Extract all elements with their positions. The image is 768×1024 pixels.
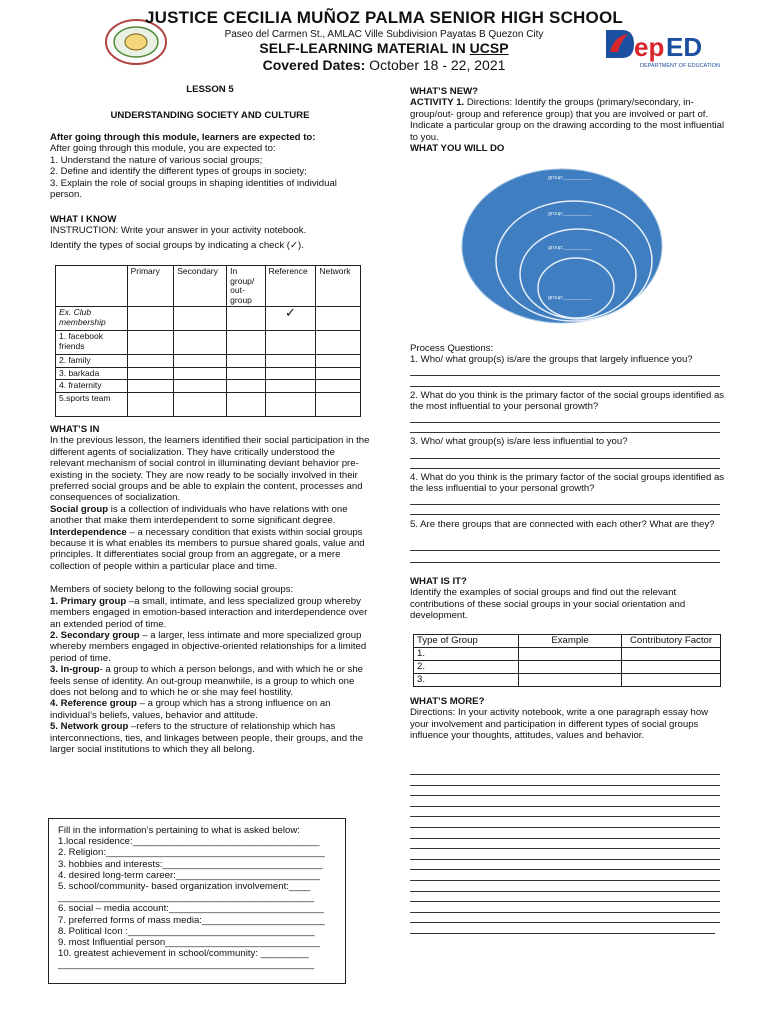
essay-line <box>410 933 715 934</box>
table-header <box>56 266 128 307</box>
fill-in-item: 6. social – media account:_____________________________ <box>58 903 324 915</box>
answer-line <box>410 562 720 563</box>
whats-in-heading: WHAT’S IN <box>50 424 100 435</box>
essay-line <box>410 848 720 849</box>
fill-in-item: 7. preferred forms of mass media:_______________________ <box>58 914 325 926</box>
fill-in-item: 2. Religion:_________________________________________ <box>58 847 325 859</box>
concentric-circles-diagram <box>460 167 664 325</box>
answer-line <box>410 432 720 433</box>
essay-line <box>410 880 720 881</box>
answer-line <box>410 375 720 376</box>
fill-in-item: 8. Political Icon :___________________________________ <box>58 925 315 937</box>
what-is-it-heading: WHAT IS IT? <box>410 576 467 587</box>
group-type-definition: 4. Reference group – a group which has a strong influence on an individual’s beliefs, values, behavior and attitude. <box>50 698 331 721</box>
circle-label: group:_________ <box>548 295 592 301</box>
circle-label: group:_________ <box>548 245 592 251</box>
covered-dates: Covered Dates: October 18 - 22, 2021 <box>262 57 506 73</box>
essay-line <box>410 922 720 923</box>
whats-more-section <box>410 696 725 742</box>
objectives-heading: After going through this module, learners are expected to: <box>50 132 316 143</box>
deped-logo <box>600 22 720 70</box>
what-i-know-section <box>50 214 370 251</box>
answer-line <box>410 386 720 387</box>
process-question: 4. What do you think is the primary factor of the social groups identified as the less influential to your personal growth? <box>410 472 725 495</box>
table-row: 1. <box>414 648 721 661</box>
essay-line <box>410 816 720 817</box>
essay-line <box>410 891 720 892</box>
social-group-definition: Social group is a collection of individuals who have relations with one another that make them interdependent to some significant degree. <box>50 503 348 527</box>
answer-line <box>410 468 720 469</box>
school-name: JUSTICE CECILIA MUÑOZ PALMA SENIOR HIGH SCHOOL <box>145 8 623 27</box>
fill-in-item: 5. school/community- based organization involvement:____ <box>58 881 311 893</box>
objective-item: 1. Understand the nature of various social groups; <box>50 154 263 166</box>
table-row: 3. <box>414 674 721 687</box>
process-question: 3. Who/ what group(s) is/are less influential to you? <box>410 436 628 447</box>
fill-in-box <box>48 818 346 984</box>
material-title: SELF-LEARNING MATERIAL IN UCSP <box>259 40 509 56</box>
interdependence-definition: Interdependence – a necessary condition that exists within social groups because it is what enables its members to pursue shared goals, value and principles. It differentiates social group from an aggregate, or a mere collection of people within a particular place and time. <box>50 526 365 572</box>
svg-text:ep: ep <box>634 32 665 62</box>
essay-line <box>410 838 720 839</box>
process-question: 5. Are there groups that are connected with each other? What are they? <box>410 519 715 530</box>
whats-in-section <box>50 424 370 755</box>
social-groups-table <box>55 265 361 417</box>
table-row: Ex. Club membership ✓ <box>56 307 361 331</box>
svg-text:ED: ED <box>666 32 703 62</box>
table-header: Secondary <box>174 266 227 307</box>
fill-in-item: 9. most Influential person_____________________________ <box>58 937 320 949</box>
fill-in-item: 10. greatest achievement in school/community: _________ <box>58 948 309 960</box>
table-row: 5.sports team <box>56 392 361 416</box>
what-is-it-text: Identify the examples of social groups and find out the relevant contributions of these social groups in your social orientation and development. <box>410 587 686 622</box>
table-header: Network <box>316 266 361 307</box>
answer-line <box>410 458 720 459</box>
essay-line <box>410 827 720 828</box>
answer-line <box>410 422 720 423</box>
lesson-number: LESSON 5 <box>186 84 234 95</box>
answer-line <box>410 504 720 505</box>
objective-item: 3. Explain the role of social groups in shaping identities of individual person. <box>50 177 337 201</box>
table-row: 2. family <box>56 355 361 368</box>
answer-line <box>410 550 720 551</box>
whats-new-heading: WHAT’S NEW? <box>410 86 479 97</box>
process-questions-section <box>410 343 725 366</box>
group-type-definition: 3. In-group- a group to which a person belongs, and with which he or she feels sense of identity. An out-group meanwhile, is a group to which one does not belong and to which he or she may feel hostility. <box>50 664 364 698</box>
svg-text:DEPARTMENT OF EDUCATION: DEPARTMENT OF EDUCATION <box>640 63 720 69</box>
essay-line <box>410 912 720 913</box>
table-header: Primary <box>127 266 174 307</box>
fill-in-item: 4. desired long-term career:___________________________ <box>58 869 320 881</box>
table-header: Type of Group <box>414 635 519 648</box>
fill-in-item: ________________________________________________ <box>58 892 315 904</box>
table-header: Reference <box>265 266 316 307</box>
whats-in-text: In the previous lesson, the learners identified their social participation in the different agents of socialization. They have critically understood the relevant mechanism of social control in illuminating deviant behavior pre-existing in the society. They are now ready to be socially involved in their preferred social groups and be able to explain the content, processes and consequences of socialization. <box>50 435 370 504</box>
group-type-definition: 1. Primary group –a small, intimate, and less specialized group whereby members engaged in emotion-based interaction and interdependence over an extended period of time. <box>50 595 368 630</box>
process-question: 2. What do you think is the primary factor of the social groups identified as the most influential to your personal growth? <box>410 390 725 413</box>
what-is-it-section <box>410 576 725 622</box>
fill-in-item: 3. hobbies and interests:______________________________ <box>58 858 323 870</box>
whats-new-section <box>410 86 725 154</box>
table-header: Contributory Factor <box>622 635 721 648</box>
fill-in-item: ________________________________________________ <box>58 959 315 971</box>
objectives-intro: After going through this module, you are expected to: <box>50 143 276 155</box>
whats-more-heading: WHAT’S MORE? <box>410 696 485 707</box>
group-type-definition: 5. Network group –refers to the structure of relationship which has interconnections, ties, and linkages between people, their groups, and the larger social institutions to which they all belong. <box>50 721 364 755</box>
circle-label: group:_________ <box>548 175 592 181</box>
check-mark: ✓ <box>265 307 316 331</box>
table-row: 1. facebook friends <box>56 331 361 355</box>
essay-line <box>410 774 720 775</box>
what-i-know-heading: WHAT I KNOW <box>50 214 117 225</box>
objective-item: 2. Define and identify the different types of groups in society; <box>50 166 307 178</box>
group-type-definition: 2. Secondary group – a larger, less intimate and more specialized group whereby members engaged in objective-oriented relationships for a limited period of time. <box>50 629 367 664</box>
process-question: 1. Who/ what group(s) is/are the groups that largely influence you? <box>410 354 693 366</box>
fill-in-item: 1.local residence:___________________________________ <box>58 836 320 848</box>
lesson-title: UNDERSTANDING SOCIETY AND CULTURE <box>110 110 310 121</box>
essay-line <box>410 901 720 902</box>
essay-line <box>410 785 720 786</box>
identify-text: Identify the types of social groups by indicating a check (✓). <box>50 239 304 251</box>
what-you-will-do-heading: WHAT YOU WILL DO <box>410 143 505 155</box>
essay-line <box>410 806 720 807</box>
contribution-table <box>413 634 721 687</box>
activity-text: ACTIVITY 1. Directions: Identify the groups (primary/secondary, in-group/out- group and reference group) that you are involved or part of. Indicate a particular group on the drawing according to the most influential to you. <box>410 97 725 143</box>
school-address: Paseo del Carmen St., AMLAC Ville Subdivision Payatas B Quezon City <box>224 29 544 40</box>
essay-line <box>410 869 720 870</box>
essay-line <box>410 795 720 796</box>
table-row: 2. <box>414 661 721 674</box>
members-intro: Members of society belong to the following social groups: <box>50 584 294 596</box>
table-row: 4. fraternity <box>56 380 361 393</box>
table-header: In group/ out-group <box>227 266 265 307</box>
table-header: Example <box>519 635 622 648</box>
table-row: 3. barkada <box>56 367 361 380</box>
objectives-section <box>50 132 370 200</box>
essay-line <box>410 859 720 860</box>
process-heading: Process Questions: <box>410 343 494 354</box>
whats-more-text: Directions: In your activity notebook, write a one paragraph essay how your involvement and participation in different types of social groups influence your thoughts, attitudes, values and behavior. <box>410 707 709 742</box>
circle-label: group:_________ <box>548 211 592 217</box>
fill-in-intro: Fill in the information’s pertaining to what is asked below: <box>58 825 300 836</box>
answer-line <box>410 514 720 515</box>
instruction-text: INSTRUCTION: Write your answer in your activity notebook. <box>50 225 307 237</box>
